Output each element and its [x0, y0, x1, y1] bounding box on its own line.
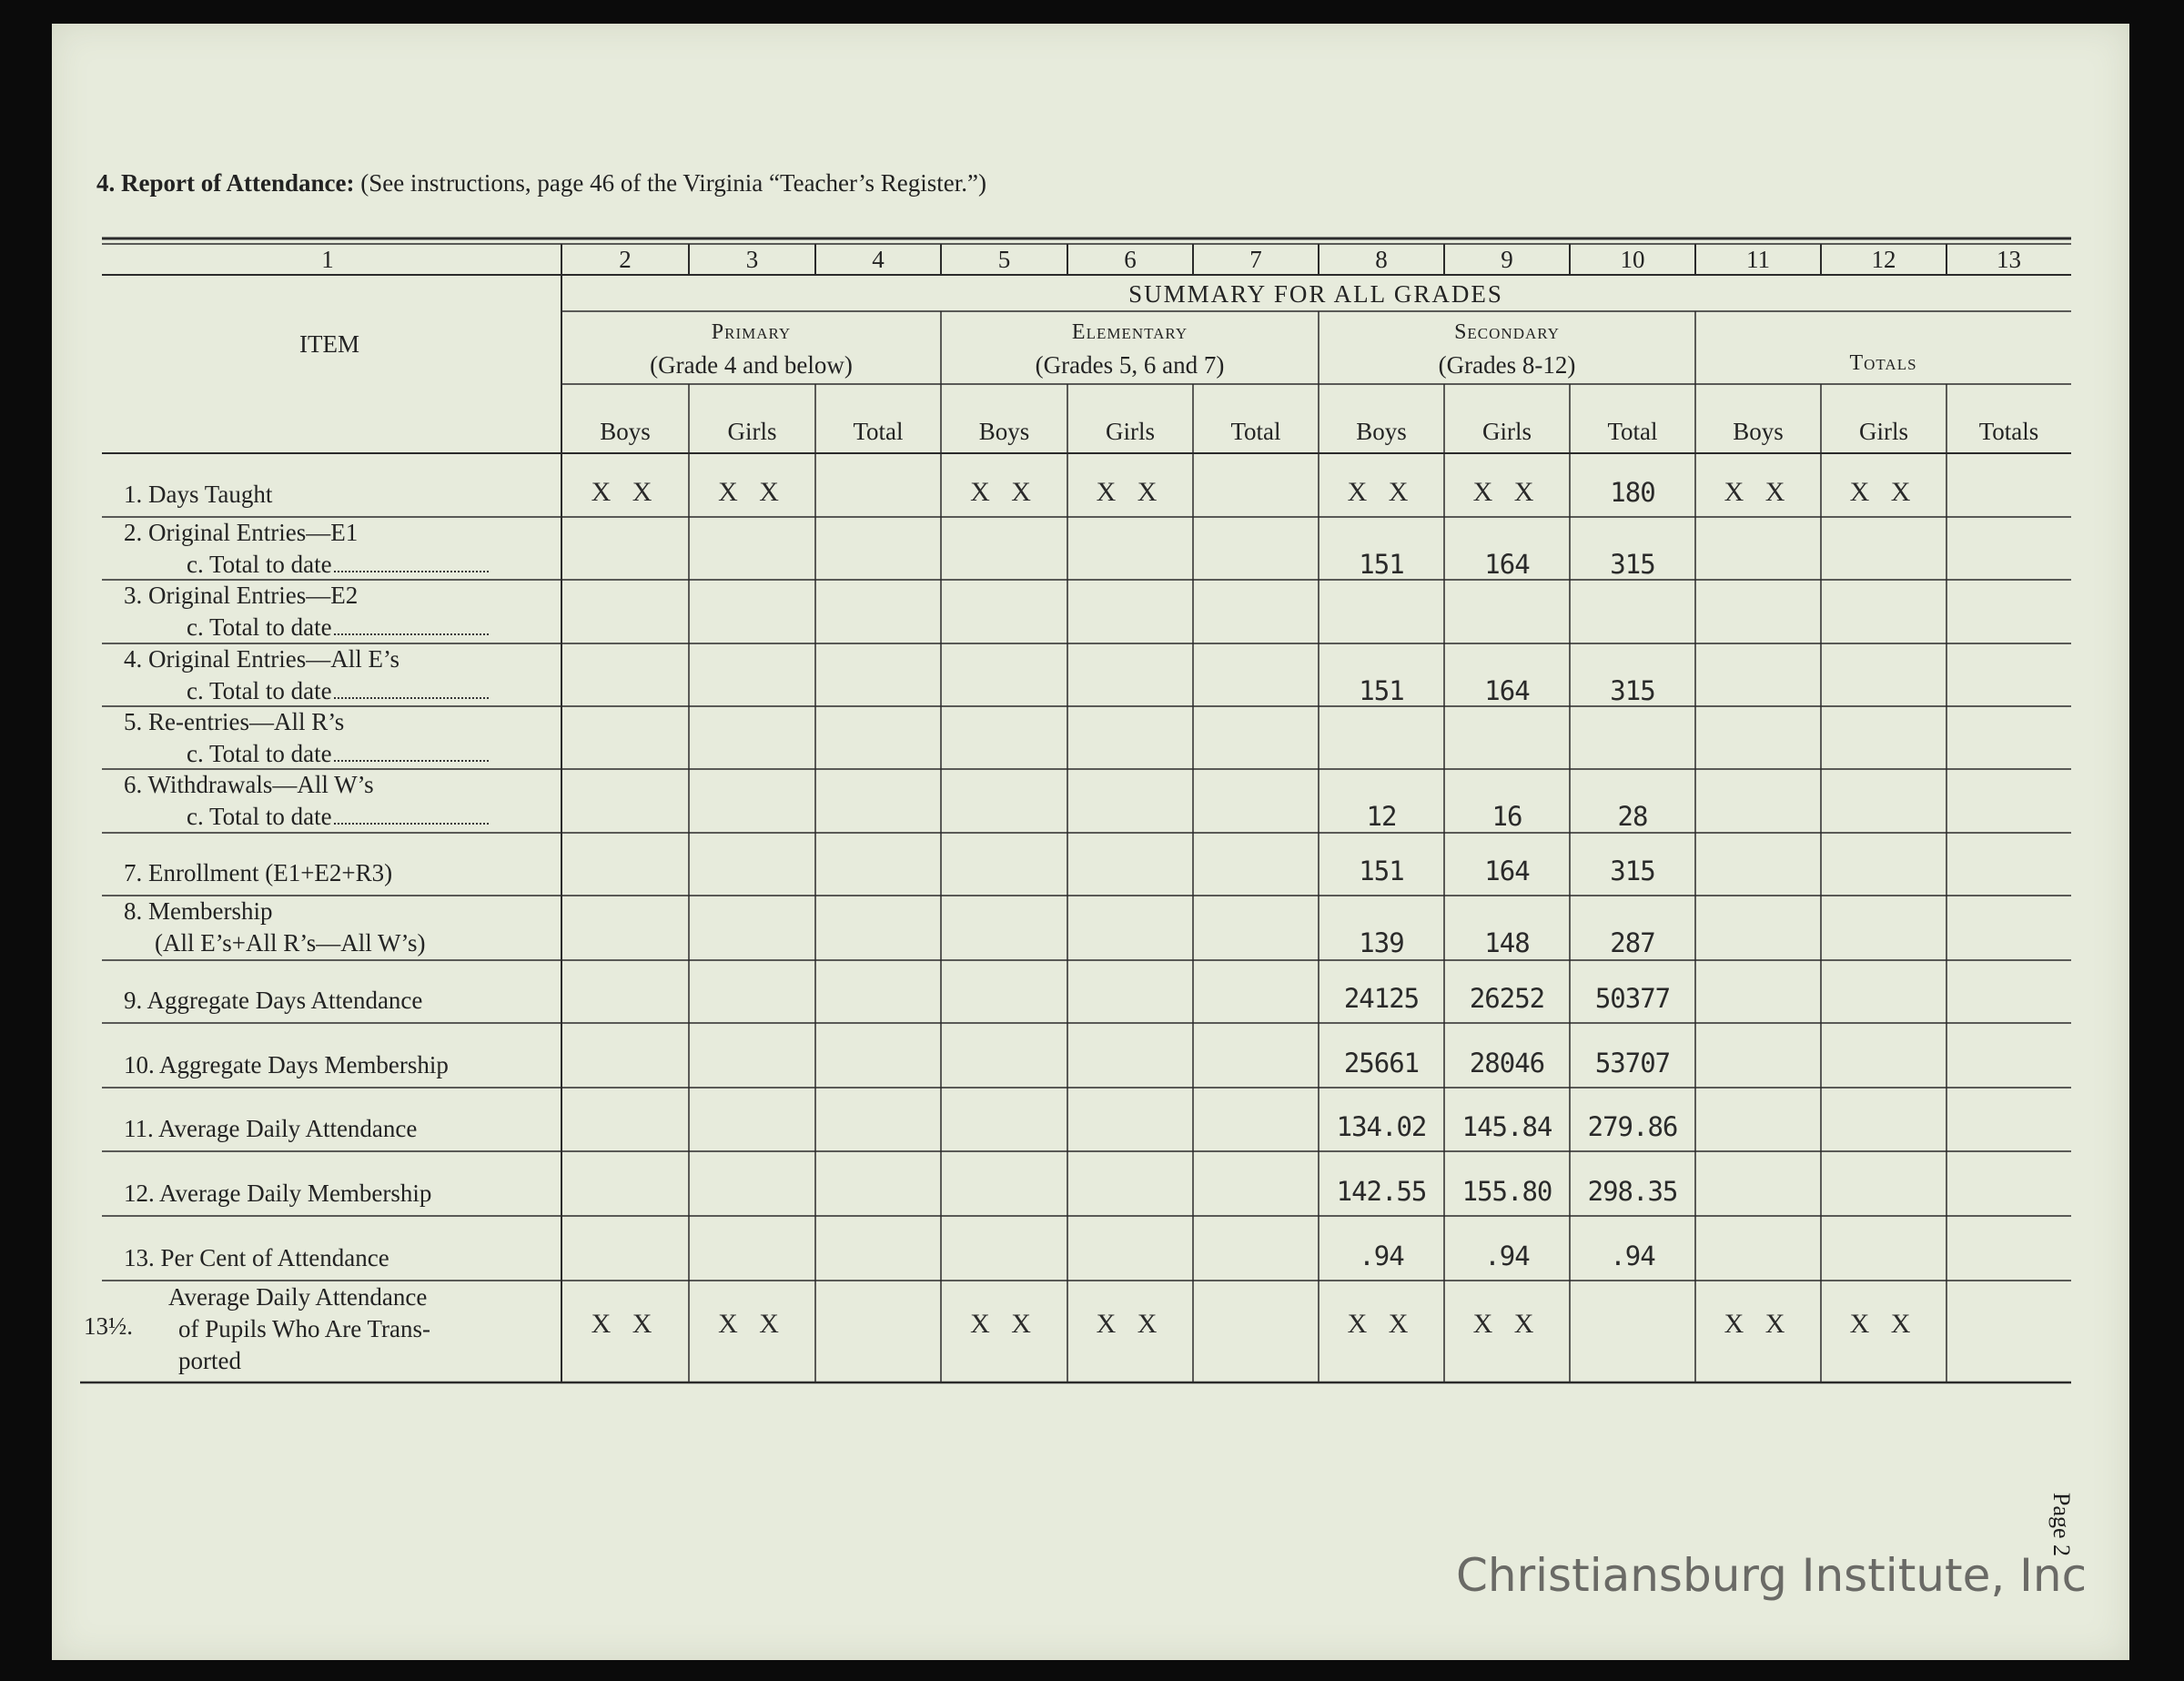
group-title: Secondary [1454, 320, 1560, 344]
handwritten-value: 28 [1617, 801, 1648, 832]
row-sublabel: c. Total to date [187, 551, 489, 579]
group-title: Elementary [1071, 320, 1188, 344]
handwritten-value: 12 [1366, 801, 1397, 832]
group-subtitle: (Grades 8-12) [1438, 351, 1576, 379]
handwritten-value: 315 [1610, 675, 1655, 706]
handwritten-value: 164 [1484, 549, 1530, 580]
row-sublabel: c. Total to date [187, 740, 489, 768]
handwritten-value: 16 [1491, 801, 1522, 832]
x-mark: X X [718, 477, 786, 507]
column-number: 8 [1375, 246, 1388, 273]
page-number: Page 2 [2048, 1493, 2075, 1557]
watermark: Christiansburg Institute, Inc [1456, 1549, 2088, 1602]
column-number: 2 [619, 246, 632, 273]
row-label-line: Average Daily Attendance [168, 1283, 428, 1311]
handwritten-value: 24125 [1343, 983, 1420, 1014]
handwritten-value: 25661 [1343, 1048, 1420, 1078]
subheader: Total [1230, 418, 1281, 445]
x-mark: X X [1472, 477, 1542, 507]
row-sublabel: (All E’s+All R’s—All W’s) [155, 929, 426, 957]
row-label: 3. Original Entries—E2 [124, 582, 359, 609]
subheader: Total [1607, 418, 1658, 445]
handwritten-value: 148 [1484, 927, 1530, 958]
handwritten-value: 53707 [1594, 1048, 1671, 1078]
summary-title: SUMMARY FOR ALL GRADES [1128, 280, 1503, 308]
group-subtitle: (Grade 4 and below) [650, 351, 853, 379]
group-subtitle: (Grades 5, 6 and 7) [1035, 351, 1225, 379]
subheader: Boys [978, 418, 1030, 445]
subheader: Boys [1733, 418, 1784, 445]
handwritten-value: .94 [1359, 1240, 1404, 1271]
row-label: 1. Days Taught [124, 481, 273, 508]
handwritten-value: 151 [1359, 549, 1404, 580]
row-sublabel: c. Total to date [187, 677, 489, 705]
column-number: 5 [997, 246, 1011, 273]
leader-dots [334, 758, 489, 762]
handwritten-value: .94 [1610, 1240, 1655, 1271]
heading-bold: 4. Report of Attendance: [96, 169, 355, 197]
column-number: 11 [1746, 246, 1770, 273]
row-label: 10. Aggregate Days Membership [124, 1051, 449, 1078]
handwritten-value: 155.80 [1461, 1176, 1552, 1207]
column-number: 1 [321, 246, 334, 273]
item-header: ITEM [299, 330, 359, 358]
column-number: 6 [1124, 246, 1137, 273]
column-number: 4 [872, 246, 885, 273]
row-label: 13½. [84, 1312, 133, 1340]
x-mark: X X [970, 1309, 1038, 1339]
row-label: 11. Average Daily Attendance [124, 1115, 418, 1142]
group-title: Primary [711, 320, 792, 344]
x-mark: X X [970, 477, 1038, 507]
handwritten-value: 134.02 [1336, 1111, 1427, 1142]
handwritten-value: 50377 [1594, 983, 1671, 1014]
x-mark: X X [1347, 477, 1416, 507]
row-label: 7. Enrollment (E1+E2+R3) [124, 859, 393, 886]
leader-dots [334, 632, 489, 635]
row-label: 5. Re-entries—All R’s [124, 708, 345, 735]
handwritten-value: 279.86 [1587, 1111, 1678, 1142]
handwritten-value: 164 [1484, 856, 1530, 886]
x-mark: X X [1347, 1309, 1416, 1339]
x-mark: X X [591, 1309, 660, 1339]
x-mark: X X [718, 1309, 786, 1339]
row-label: 8. Membership [124, 897, 273, 925]
leader-dots [334, 695, 489, 699]
subheader: Girls [1859, 418, 1908, 445]
x-mark: X X [1724, 477, 1793, 507]
x-mark: X X [1724, 1309, 1793, 1339]
handwritten-value: 151 [1359, 675, 1404, 706]
subheader: Girls [727, 418, 777, 445]
handwritten-value: 315 [1610, 856, 1655, 886]
x-mark: X X [1096, 477, 1165, 507]
column-number: 9 [1501, 246, 1513, 273]
x-mark: X X [1849, 477, 1918, 507]
handwritten-value: 315 [1610, 549, 1655, 580]
row-label-line: ported [178, 1347, 241, 1374]
subheader: Girls [1482, 418, 1532, 445]
handwritten-value: 164 [1484, 675, 1530, 706]
column-number: 3 [745, 246, 759, 273]
handwritten-value: 139 [1359, 927, 1404, 958]
leader-dots [334, 569, 489, 572]
column-number: 10 [1620, 246, 1645, 273]
subheader: Totals [1978, 418, 2039, 445]
row-label: 6. Withdrawals—All W’s [124, 771, 374, 798]
handwritten-value: 145.84 [1461, 1111, 1552, 1142]
row-label-line: of Pupils Who Are Trans- [178, 1315, 431, 1342]
x-mark: X X [1472, 1309, 1542, 1339]
column-number: 7 [1249, 246, 1262, 273]
row-label: 9. Aggregate Days Attendance [124, 987, 423, 1014]
row-label: 2. Original Entries—E1 [124, 519, 359, 546]
handwritten-value: 151 [1359, 856, 1404, 886]
handwritten-value: 298.35 [1587, 1176, 1678, 1207]
handwritten-value: 287 [1610, 927, 1655, 958]
row-label: 4. Original Entries—All E’s [124, 645, 399, 673]
heading-rest: (See instructions, page 46 of the Virginia “Teacher’s Register.”) [360, 169, 986, 197]
handwritten-value: 28046 [1469, 1048, 1545, 1078]
column-number: 12 [1871, 246, 1896, 273]
subheader: Boys [600, 418, 651, 445]
row-sublabel: c. Total to date [187, 613, 489, 642]
leader-dots [334, 821, 489, 825]
x-mark: X X [591, 477, 660, 507]
row-sublabel: c. Total to date [187, 803, 489, 831]
column-number: 13 [1997, 246, 2021, 273]
subheader: Total [853, 418, 904, 445]
row-label: 12. Average Daily Membership [124, 1180, 432, 1207]
subheader: Girls [1106, 418, 1155, 445]
x-mark: X X [1096, 1309, 1165, 1339]
group-title: Totals [1849, 351, 1917, 375]
x-mark: X X [1849, 1309, 1918, 1339]
handwritten-value: 142.55 [1336, 1176, 1427, 1207]
handwritten-value: .94 [1484, 1240, 1530, 1271]
subheader: Boys [1356, 418, 1407, 445]
handwritten-value: 180 [1610, 477, 1655, 508]
row-label: 13. Per Cent of Attendance [124, 1244, 389, 1271]
handwritten-value: 26252 [1469, 983, 1545, 1014]
